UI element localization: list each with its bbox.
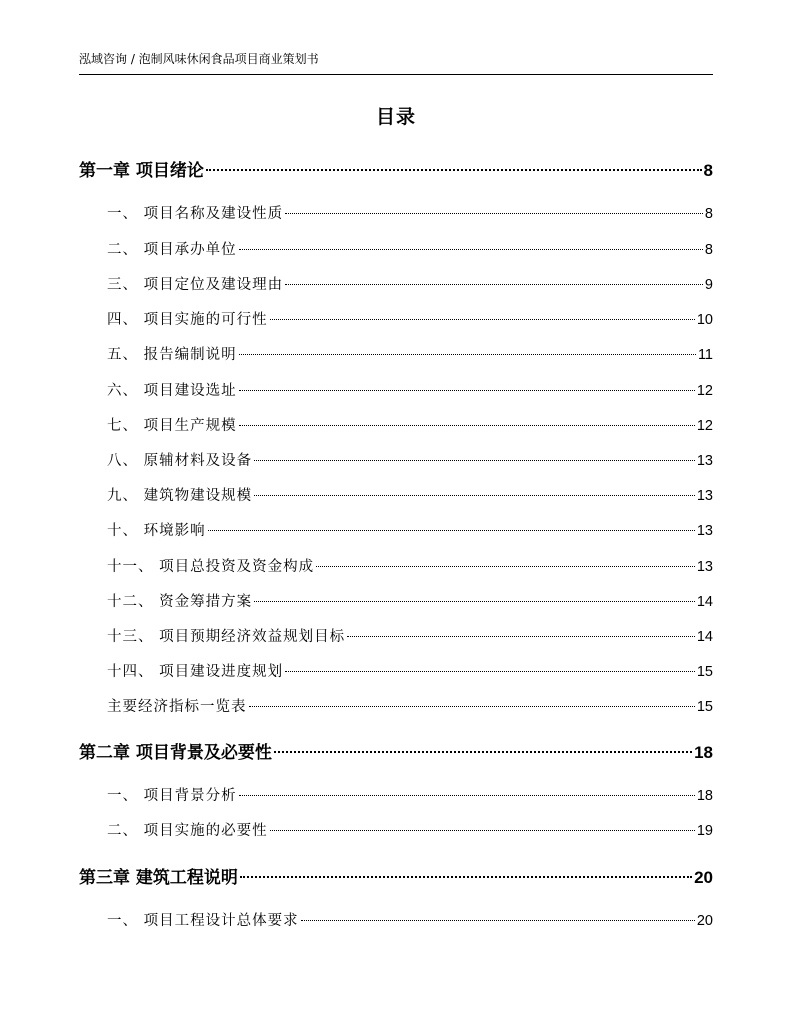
toc-leader <box>239 795 695 796</box>
toc-chapter-1[interactable] <box>79 156 713 181</box>
toc-leader <box>347 636 695 637</box>
toc-label: 三、 项目定位及建设理由 <box>107 277 284 293</box>
toc-label: 一、 项目工程设计总体要求 <box>107 913 299 929</box>
toc-label: 二、 项目承办单位 <box>107 242 237 258</box>
toc-label: 十二、 资金筹措方案 <box>107 594 253 610</box>
toc-label: 十四、 项目建设进度规划 <box>107 664 284 680</box>
toc-entry[interactable] <box>107 379 713 400</box>
toc-leader <box>270 319 695 320</box>
toc-label: 第二章 项目背景及必要性 <box>79 743 272 763</box>
toc-entry[interactable] <box>107 555 713 576</box>
toc-page-number: 20 <box>696 913 713 929</box>
toc-page-number: 15 <box>696 699 713 715</box>
toc-leader <box>239 249 703 250</box>
toc-label: 第三章 建筑工程说明 <box>79 868 238 888</box>
toc-entry[interactable] <box>107 343 713 364</box>
toc-entry[interactable] <box>107 238 713 259</box>
toc-label: 四、 项目实施的可行性 <box>107 312 268 328</box>
toc-leader <box>301 920 695 921</box>
toc-leader <box>239 354 696 355</box>
toc-page-number: 18 <box>696 788 713 804</box>
toc-leader <box>285 671 695 672</box>
toc-page-number: 13 <box>696 488 713 504</box>
toc-leader <box>274 751 692 753</box>
toc-entry[interactable] <box>107 784 713 805</box>
toc-label: 九、 建筑物建设规模 <box>107 488 253 504</box>
toc-page-number: 14 <box>696 594 713 610</box>
toc-leader <box>254 601 695 602</box>
toc-page-number: 13 <box>696 523 713 539</box>
toc-chapter-2[interactable] <box>79 738 713 763</box>
toc-label: 主要经济指标一览表 <box>107 699 247 715</box>
toc-page-number: 19 <box>696 823 713 839</box>
toc-page-number: 12 <box>696 383 713 399</box>
toc-page-number: 11 <box>697 347 713 363</box>
toc-leader <box>285 213 703 214</box>
toc-leader <box>239 425 695 426</box>
toc-page-number: 8 <box>704 206 713 222</box>
toc-label: 五、 报告编制说明 <box>107 347 237 363</box>
toc-leader <box>285 284 703 285</box>
toc-label: 八、 原辅材料及设备 <box>107 453 253 469</box>
toc-page-number: 8 <box>703 161 713 180</box>
toc-label: 十一、 项目总投资及资金构成 <box>107 559 315 575</box>
toc-entry[interactable] <box>107 519 713 540</box>
toc-entry[interactable] <box>107 625 713 646</box>
toc-entry[interactable] <box>107 909 713 930</box>
toc-entry[interactable] <box>107 273 713 294</box>
toc-leader <box>254 495 695 496</box>
toc-leader <box>206 169 702 171</box>
toc-page-number: 13 <box>696 559 713 575</box>
page-header <box>79 49 713 75</box>
toc-entry[interactable] <box>107 660 713 681</box>
toc-entry[interactable] <box>107 819 713 840</box>
toc-label: 一、 项目名称及建设性质 <box>107 206 284 222</box>
toc-label: 七、 项目生产规模 <box>107 418 237 434</box>
toc-entry[interactable] <box>107 202 713 223</box>
toc-leader <box>270 830 695 831</box>
toc-leader <box>239 390 695 391</box>
toc-entry[interactable] <box>107 484 713 505</box>
toc-label: 六、 项目建设选址 <box>107 383 237 399</box>
toc-entry[interactable] <box>107 590 713 611</box>
toc-page-number: 15 <box>696 664 713 680</box>
header-text: 泓域咨询 / 泡制风味休闲食品项目商业策划书 <box>79 52 319 66</box>
toc-leader <box>316 566 695 567</box>
toc-page-number: 14 <box>696 629 713 645</box>
toc-label: 第一章 项目绪论 <box>79 161 204 181</box>
toc-entry[interactable] <box>107 414 713 435</box>
toc-leader <box>240 876 692 878</box>
toc-leader <box>208 530 695 531</box>
toc-page-number: 10 <box>696 312 713 328</box>
toc-chapter-3[interactable] <box>79 863 713 888</box>
toc-entry[interactable] <box>107 695 713 716</box>
toc-leader <box>249 706 695 707</box>
toc-label: 二、 项目实施的必要性 <box>107 823 268 839</box>
toc-page-number: 8 <box>704 242 713 258</box>
toc-page-number: 13 <box>696 453 713 469</box>
toc-page-number: 9 <box>704 277 713 293</box>
page-title: 目录 <box>375 106 416 128</box>
toc-label: 十、 环境影响 <box>107 523 206 539</box>
toc-label: 十三、 项目预期经济效益规划目标 <box>107 629 346 645</box>
toc-page-number: 12 <box>696 418 713 434</box>
toc-entry[interactable] <box>107 449 713 470</box>
toc-page-number: 18 <box>694 743 713 762</box>
toc-page-number: 20 <box>694 868 713 887</box>
toc-label: 一、 项目背景分析 <box>107 788 237 804</box>
toc-leader <box>254 460 695 461</box>
toc-entry[interactable] <box>107 308 713 329</box>
